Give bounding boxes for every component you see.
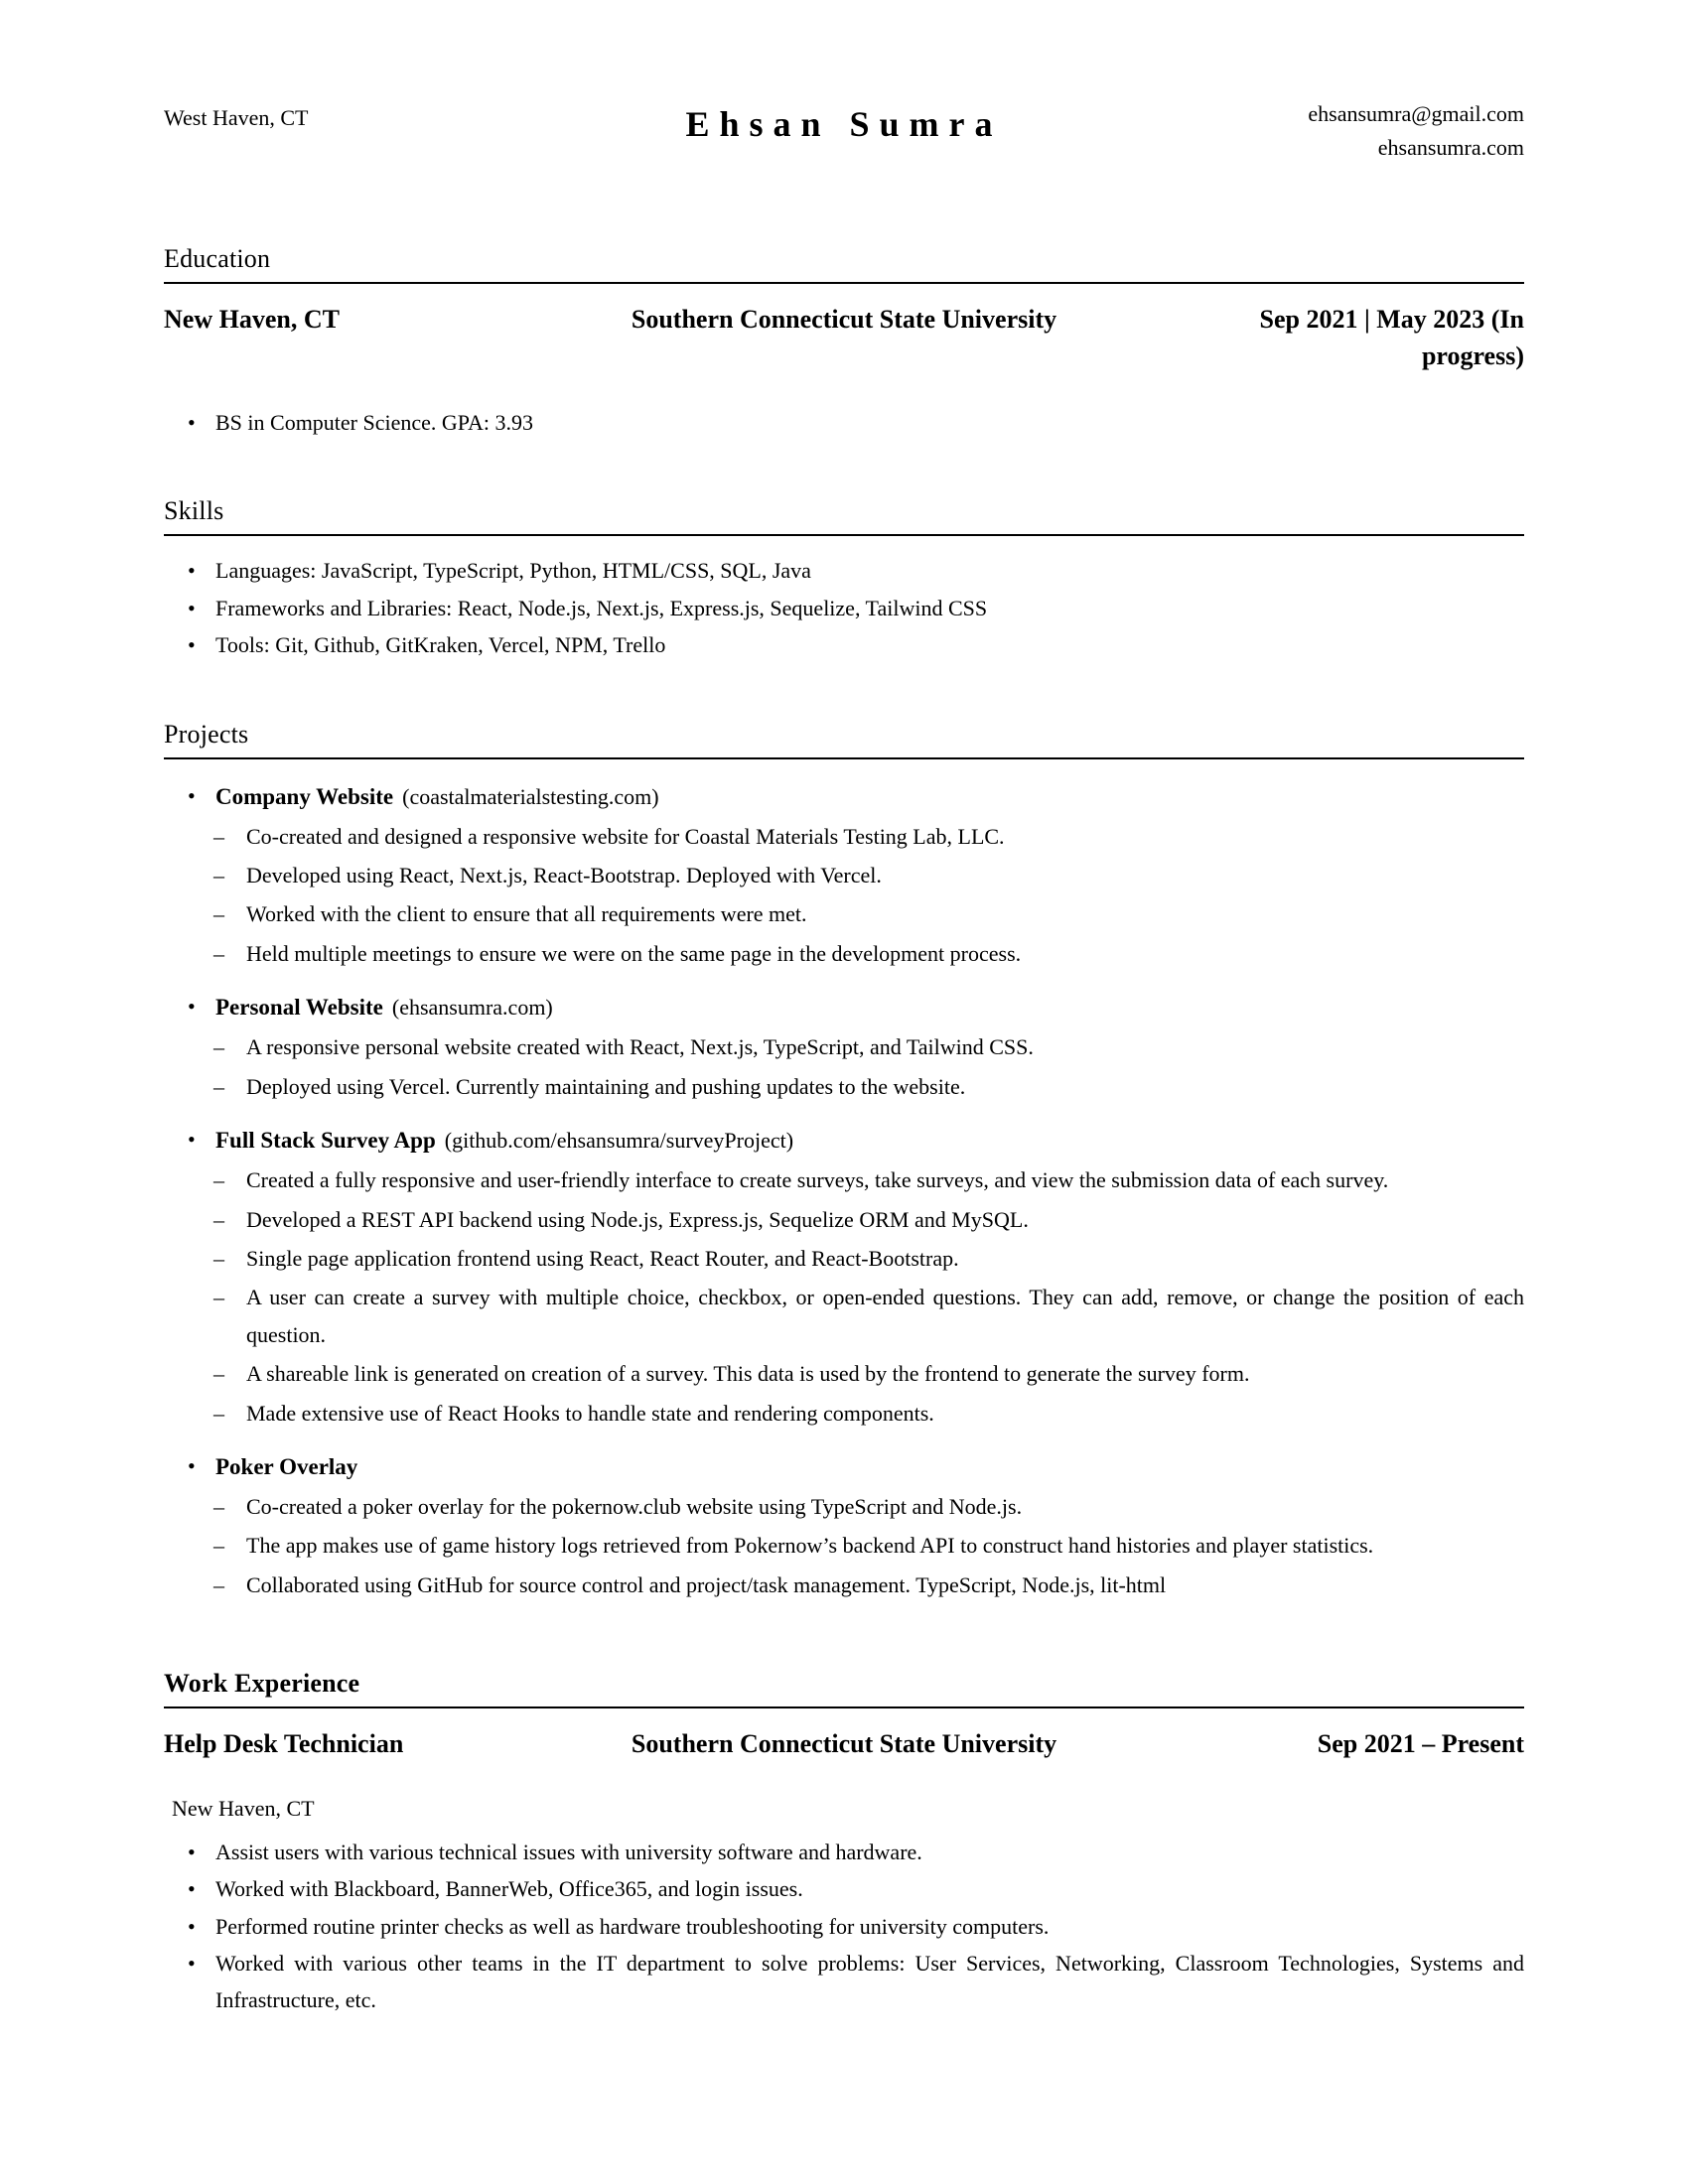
skills-bullet-frameworks: • Frameworks and Libraries: React, Node.js, Next.js, Express.js, Sequelize, Tailwind CSS (164, 590, 1524, 626)
project-detail: – Worked with the client to ensure that all requirements were met. (215, 895, 1524, 932)
contact-website: ehsansumra.com (1377, 135, 1524, 161)
section-rule (164, 757, 1524, 759)
project-detail-list (215, 1161, 1524, 1432)
project-detail: – Deployed using Vercel. Currently maintaining and pushing updates to the website. (215, 1068, 1524, 1105)
work-entry (164, 1726, 1524, 1762)
education-entry (164, 302, 1524, 374)
work-bullet-list (164, 1834, 1524, 2019)
education-bullet: • BS in Computer Science. GPA: 3.93 (164, 404, 1524, 441)
contact-email: ehsansumra@gmail.com (1308, 101, 1524, 126)
project-detail: – The app makes use of game history logs retrieved from Pokernow’s backend API to construct hand histories and player statistics. (215, 1527, 1524, 1564)
project-detail: – Co-created and designed a responsive website for Coastal Materials Testing Lab, LLC. (215, 818, 1524, 855)
project-detail: – Developed a REST API backend using Node.js, Express.js, Sequelize ORM and MySQL. (215, 1201, 1524, 1238)
project-link: (github.com/ehsansumra/surveyProject) (444, 1128, 794, 1154)
section-rule (164, 1706, 1524, 1708)
project-detail-list (215, 1488, 1524, 1603)
section-title-skills: Skills (164, 496, 224, 526)
project-item-company-website (164, 777, 1524, 973)
project-detail: – A shareable link is generated on creation of a survey. This data is used by the frontend to generate the survey form. (215, 1355, 1524, 1392)
work-bullet: • Performed routine printer checks as well as hardware troubleshooting for university computers. (164, 1908, 1524, 1945)
work-entry-institution: Southern Connecticut State University (631, 1729, 1057, 1759)
project-item-poker-overlay (164, 1447, 1524, 1603)
project-detail: – Made extensive use of React Hooks to handle state and rendering components. (215, 1395, 1524, 1432)
project-item-survey-app (164, 1121, 1524, 1432)
education-entry-location: New Haven, CT (164, 305, 340, 335)
work-entry-dates: Sep 2021 – Present (1317, 1729, 1524, 1759)
project-detail: – A responsive personal website created with React, Next.js, TypeScript, and Tailwind CSS. (215, 1028, 1524, 1065)
project-detail: – A user can create a survey with multiple choice, checkbox, or open-ended questions. They can add, remove, or change the position of each question. (215, 1279, 1524, 1353)
project-item-personal-website (164, 988, 1524, 1105)
education-bullet-list (164, 404, 1524, 441)
skills-bullet-list (164, 552, 1524, 663)
project-detail: – Single page application frontend using React, React Router, and React-Bootstrap. (215, 1240, 1524, 1277)
section-title-education: Education (164, 244, 271, 274)
section-projects (164, 720, 1524, 1604)
candidate-name: Ehsan Sumra (685, 104, 1003, 144)
project-name: Company Website (215, 783, 394, 809)
education-entry-dates: Sep 2021 | May 2023 (In progress) (1259, 305, 1524, 370)
project-list (164, 777, 1524, 1604)
section-education (164, 244, 1524, 441)
project-detail: – Developed using React, Next.js, React-Bootstrap. Deployed with Vercel. (215, 857, 1524, 893)
skills-bullet-languages: • Languages: JavaScript, TypeScript, Python, HTML/CSS, SQL, Java (164, 552, 1524, 589)
project-detail: – Created a fully responsive and user-friendly interface to create surveys, take surveys, and view the submission data of each survey. (215, 1161, 1524, 1198)
work-bullet: • Assist users with various technical issues with university software and hardware. (164, 1834, 1524, 1870)
header-contact (1107, 97, 1524, 165)
section-rule (164, 534, 1524, 536)
project-link: (coastalmaterialstesting.com) (402, 783, 659, 809)
work-bullet: • Worked with various other teams in the IT department to solve problems: User Services, Networking, Classroom Technologies, Systems and Infrastructure, etc. (164, 1945, 1524, 2019)
work-location: New Haven, CT (172, 1795, 315, 1821)
project-name: Personal Website (215, 995, 383, 1021)
section-title-projects: Projects (164, 719, 249, 749)
work-bullet: • Worked with Blackboard, BannerWeb, Office365, and login issues. (164, 1870, 1524, 1907)
project-detail-list (215, 1028, 1524, 1105)
project-detail: – Held multiple meetings to ensure we were on the same page in the development process. (215, 935, 1524, 972)
project-name: Poker Overlay (215, 1453, 358, 1479)
section-work-experience (164, 1669, 1524, 2019)
project-detail-list (215, 818, 1524, 973)
project-link: (ehsansumra.com) (391, 995, 553, 1021)
section-skills (164, 496, 1524, 663)
section-title-work-experience: Work Experience (164, 1669, 360, 1699)
resume-header (164, 97, 1524, 165)
project-detail: – Co-created a poker overlay for the pokernow.club website using TypeScript and Node.js. (215, 1488, 1524, 1525)
section-rule (164, 282, 1524, 284)
education-entry-institution: Southern Connecticut State University (631, 305, 1057, 335)
header-location: West Haven, CT (164, 105, 309, 130)
work-entry-role: Help Desk Technician (164, 1729, 404, 1759)
project-name: Full Stack Survey App (215, 1128, 436, 1154)
skills-bullet-tools: • Tools: Git, Github, GitKraken, Vercel, NPM, Trello (164, 626, 1524, 663)
project-detail: – Collaborated using GitHub for source control and project/task management. TypeScript, Node.js, lit-html (215, 1567, 1524, 1603)
